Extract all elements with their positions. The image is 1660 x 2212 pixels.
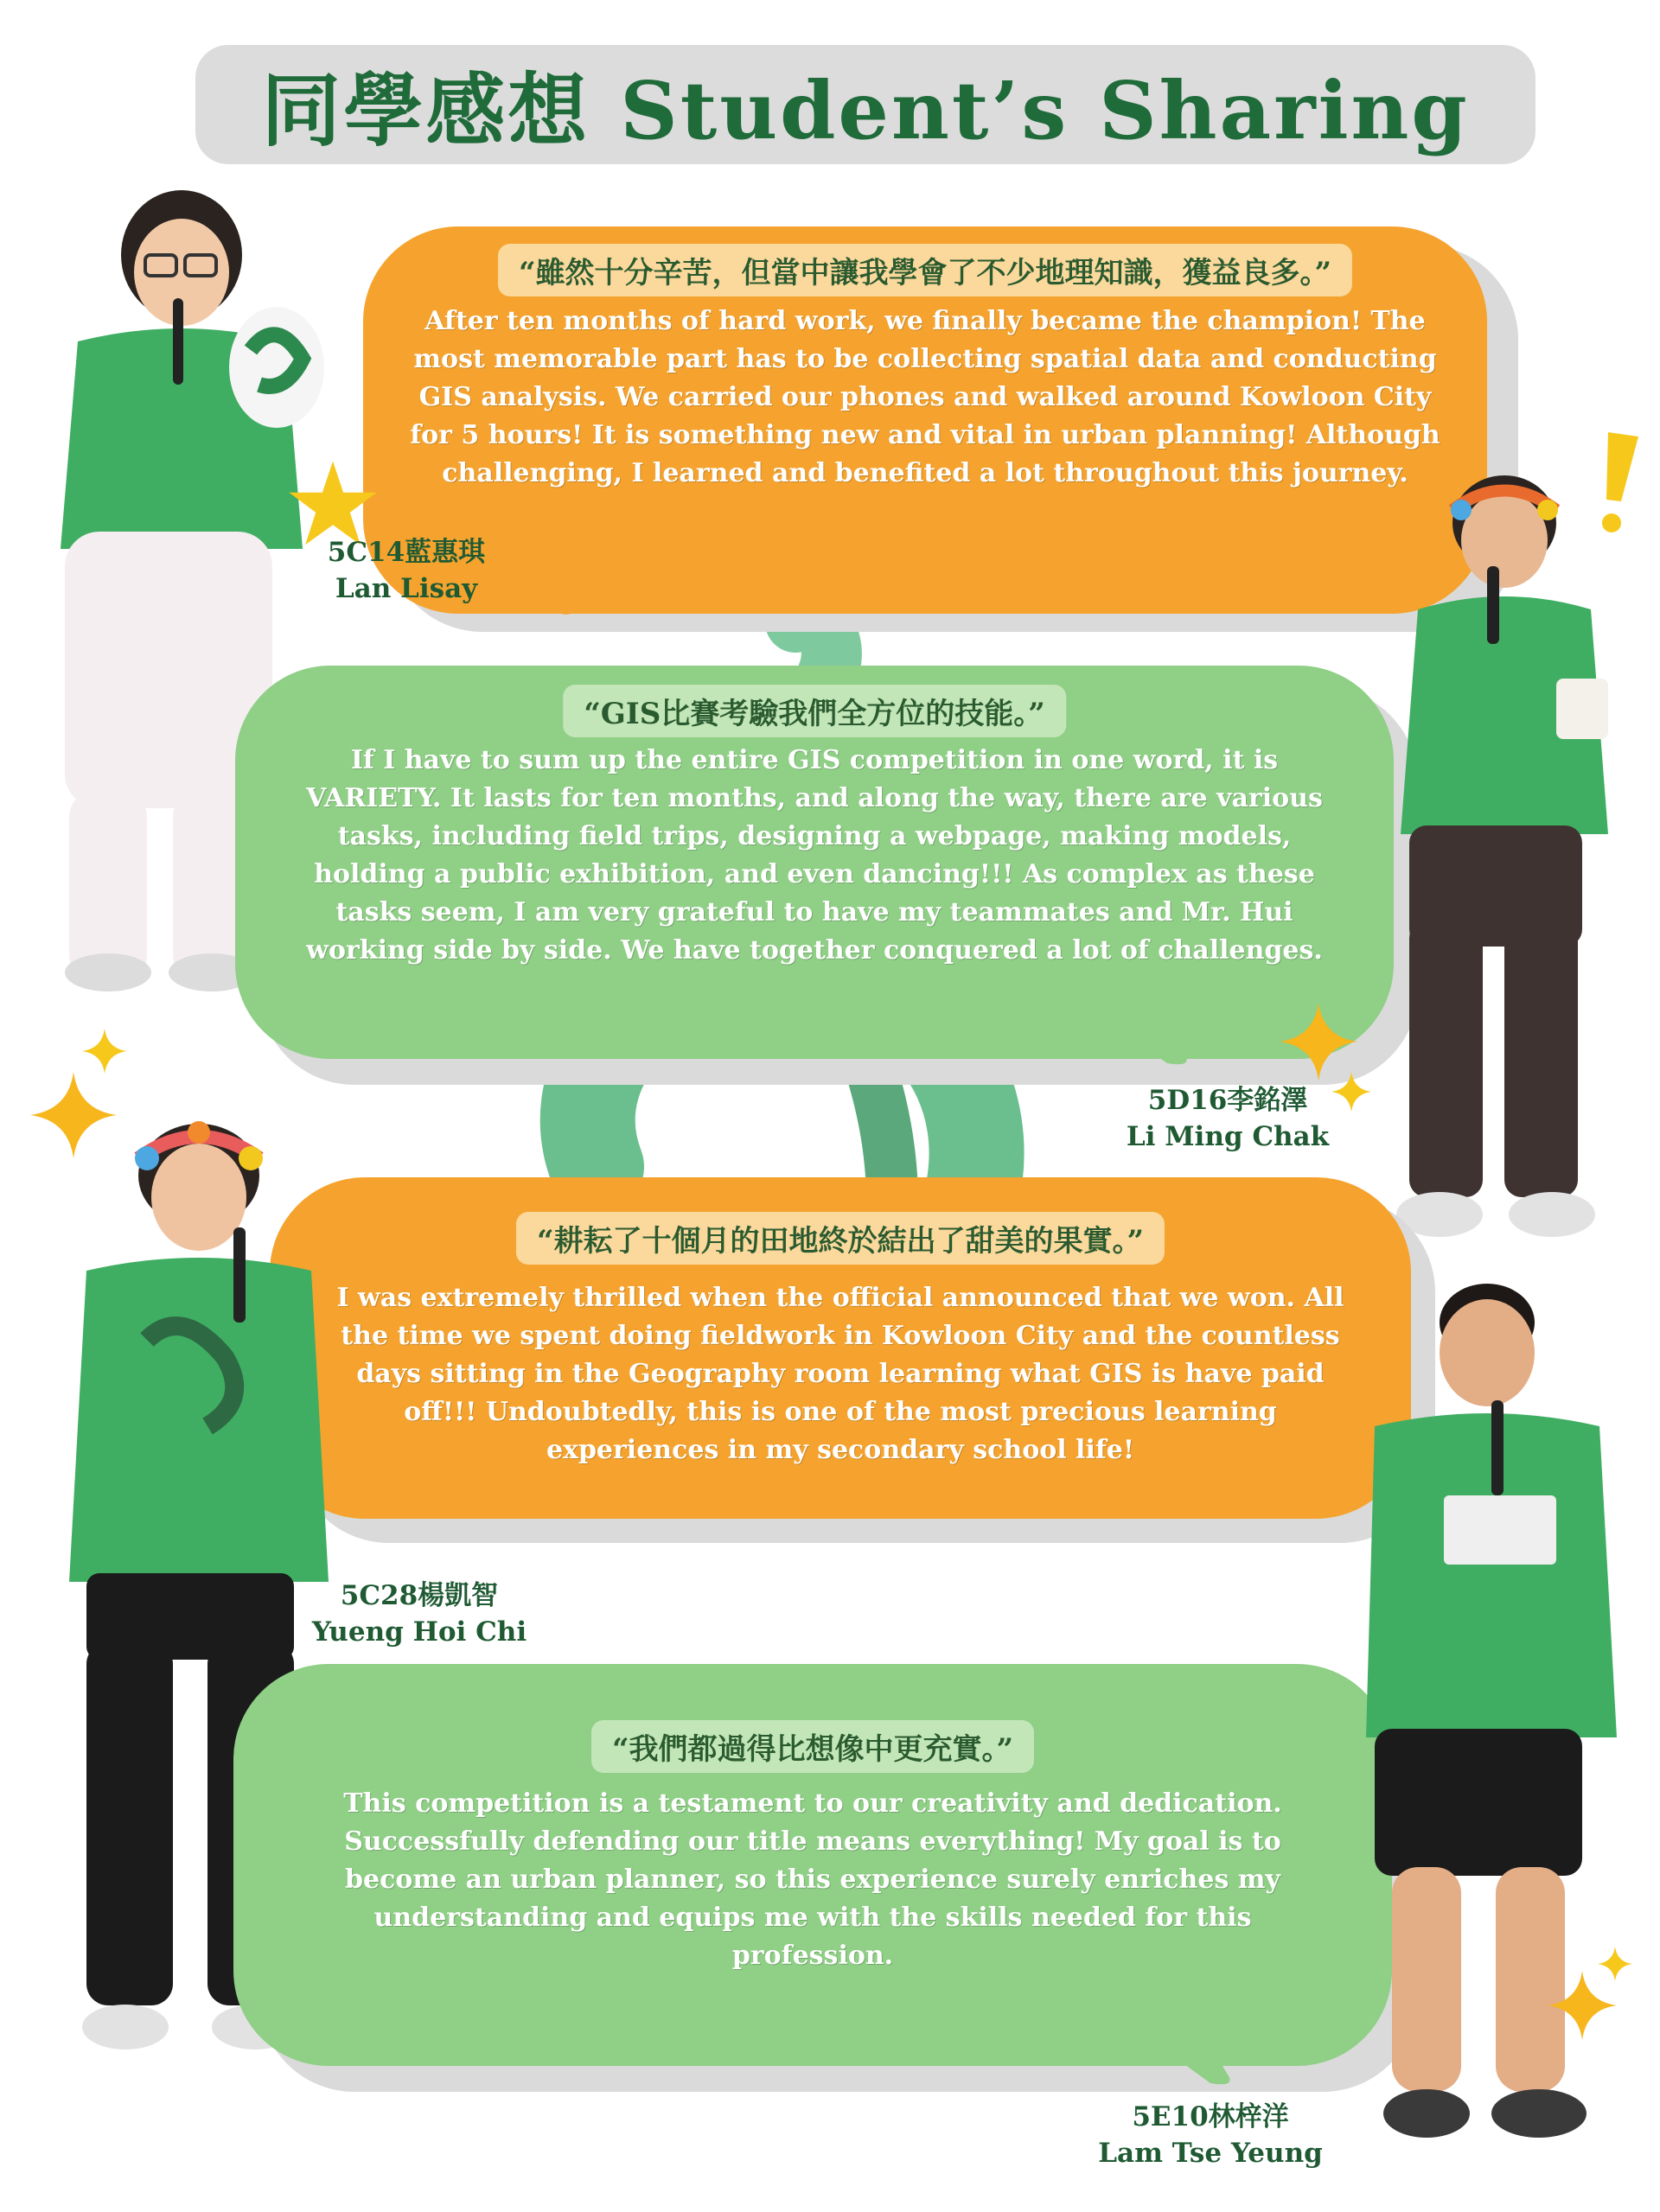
- sharing-quote: “雖然十分辛苦，但當中讓我學會了不少地理知識，獲益良多。”: [498, 244, 1352, 296]
- sharing-bubble-3: [270, 1177, 1411, 1519]
- student-name: Lan Lisay: [335, 573, 478, 604]
- student-id: 5E10林梓洋: [1132, 2101, 1289, 2132]
- sharing-text: If I have to sum up the entire GIS competition in one word, it is VARIETY. It lasts for ten months, and along the way, there are various tasks, including field trips, designing a webpage, making models, holding a public exhibition, and even dancing!!! As complex as these tasks seem, I am very grateful to have my teammates and Mr. Hui working side by side. We have together conquered a lot of challenges.: [306, 745, 1323, 966]
- student-label-1: [277, 534, 536, 607]
- student-id: 5D16李銘澤: [1147, 1085, 1308, 1116]
- student-id: 5C28楊凱智: [340, 1580, 499, 1611]
- student-photo-li-ming-chak: [1357, 471, 1643, 1266]
- student-label-2: [1098, 1082, 1357, 1155]
- sparkle-icon: [82, 1029, 127, 1074]
- sparkle-icon: [1280, 1003, 1357, 1081]
- sharing-bubble-4: [233, 1664, 1392, 2066]
- student-name: Lam Tse Yeung: [1098, 2138, 1323, 2169]
- student-label-3: [285, 1578, 553, 1650]
- sharing-text: After ten months of hard work, we finally became the champion! The most memorable part has to be collecting spatial data and conducting GIS analysis. We carried our phones and walked around Kowloon City for 5 hours! It is something new and vital in urban planning! Although challenging, I learned and benefited a lot throughout this journey.: [410, 306, 1440, 488]
- student-name: Li Ming Chak: [1126, 1121, 1330, 1152]
- sparkle-icon: [1548, 1971, 1617, 2040]
- sharing-quote: “我們都過得比想像中更充實。”: [591, 1720, 1034, 1773]
- sharing-bubble-2: [235, 666, 1394, 1059]
- sparkle-icon: [30, 1072, 117, 1158]
- exclamation-icon: [1591, 432, 1643, 536]
- sparkle-icon: [1598, 1947, 1632, 1981]
- sharing-text: I was extremely thrilled when the official announced that we won. All the time we spent doing fieldwork in Kowloon City and the countless days sitting in the Geography room learning what GIS is have paid off!!! Undoubtedly, this is one of the most precious learning experiences in my secondary school life!: [336, 1283, 1344, 1465]
- sharing-text: This competition is a testament to our creativity and dedication. Successfully defending our title means everything! My goal is to become an urban planner, so this experience surely enriches my understanding and equips me with the skills needed for this profession.: [343, 1788, 1282, 1971]
- page-title: 同學感想 Student’s Sharing: [261, 64, 1470, 157]
- student-name: Yueng Hoi Chi: [311, 1616, 527, 1648]
- student-photo-lam-tse-yeung: [1331, 1271, 1643, 2187]
- title-banner: [195, 45, 1536, 164]
- student-id: 5C14藍惠琪: [327, 537, 486, 568]
- sharing-quote: “耕耘了十個月的田地終於結出了甜美的果實。”: [516, 1212, 1165, 1265]
- student-label-4: [1072, 2099, 1349, 2171]
- sharing-quote: “GIS比賽考驗我們全方位的技能。”: [563, 685, 1066, 737]
